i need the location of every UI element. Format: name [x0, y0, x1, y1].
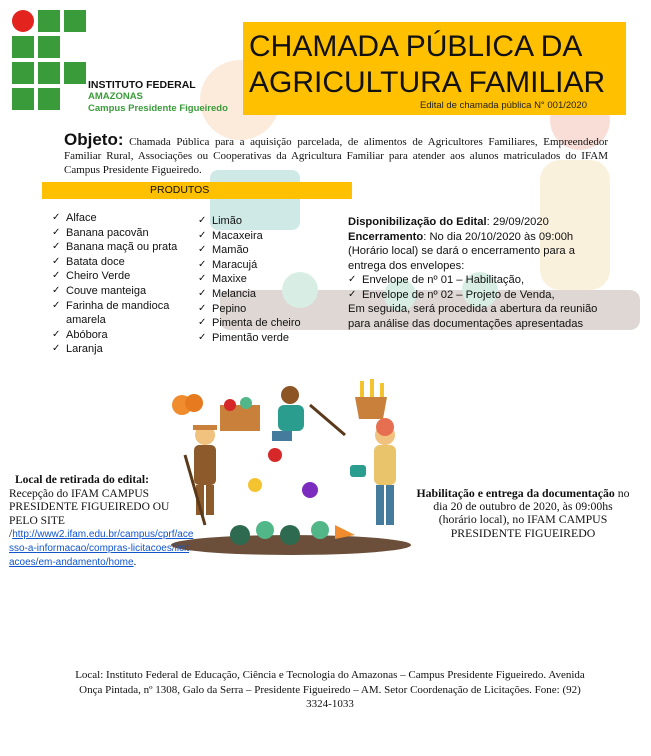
list-item: ✓ Couve manteiga: [52, 284, 147, 297]
envelopes-list: [348, 273, 610, 302]
habilitacao-block: [414, 487, 632, 540]
list-item: ✓ Pimenta de cheiro: [198, 317, 301, 330]
institution-campus: Campus Presidente Figueiredo: [88, 103, 228, 114]
page-title-line2: AGRICULTURA FAMILIAR: [249, 66, 606, 99]
instituto-federal-logo: [10, 8, 88, 128]
check-icon: ✓: [348, 288, 357, 300]
list-item: ✓ Maxixe: [198, 273, 247, 286]
check-icon: ✓: [198, 331, 207, 343]
list-item: ✓ Laranja: [52, 343, 103, 356]
page-title-line1: CHAMADA PÚBLICA DA: [249, 30, 583, 63]
list-item: ✓ Melancia: [198, 287, 257, 300]
list-item: ✓ Mamão: [198, 244, 249, 257]
produtos-list-column2: [198, 214, 338, 345]
retirada-text: Recepção do IFAM CAMPUS PRESIDENTE FIGUEIREDO OU PELO SITE: [9, 487, 170, 527]
check-icon: ✓: [198, 215, 207, 226]
check-icon: ✓: [52, 343, 61, 355]
list-item: ✓ Pepino: [198, 302, 247, 315]
habilitacao-text: no dia 20 de outubro de 2020, às 09:00hs (horário local), no IFAM CAMPUS PRESIDENTE FIGUEIREDO: [433, 486, 630, 540]
objeto-paragraph: [64, 130, 609, 177]
check-icon: ✓: [52, 328, 61, 340]
logo-red-circle: [12, 10, 34, 32]
check-icon: ✓: [198, 229, 207, 241]
check-icon: ✓: [198, 273, 207, 285]
produtos-header: PRODUTOS: [150, 184, 210, 196]
check-icon: ✓: [52, 284, 61, 296]
produtos-list-column1: [52, 211, 184, 357]
list-item: ✓ Abóbora: [52, 328, 108, 341]
check-icon: ✓: [52, 299, 61, 311]
closing-text: Em seguida, será procedida a abertura da reunião para análise das documentações apresentadas: [348, 303, 598, 330]
list-item: ✓ Batata doce: [52, 255, 125, 268]
farmers-illustration: [160, 375, 422, 560]
list-item: ✓ Maracujá: [198, 258, 258, 271]
edital-number: Edital de chamada pública N° 001/2020: [420, 100, 587, 111]
check-icon: ✓: [348, 274, 357, 285]
encerramento-line: Encerramento: No dia 20/10/2020 às 09:00h (Horário local) se dará o encerramento para a entrega dos envelopes:: [348, 230, 575, 272]
check-icon: ✓: [198, 317, 207, 329]
check-icon: ✓: [52, 241, 61, 253]
disponibilizacao-line: Disponibilização do Edital: 29/09/2020: [348, 216, 549, 228]
list-item: ✓ Pimentão verde: [198, 331, 290, 344]
list-item: ✓ Cheiro Verde: [52, 270, 131, 283]
check-icon: ✓: [198, 302, 207, 314]
retirada-header: Local de retirada do edital:: [15, 474, 149, 486]
footer-address: Local: Instituto Federal de Educação, Ciência e Tecnologia do Amazonas – Campus Presidente Figueiredo. Avenida Onça Pintada, nº 1308, Galo da Serra – Presidente Figueiredo – AM. Setor Coordenação de Licitações. Fone: (92) 3324-1033: [75, 669, 585, 710]
list-item: ✓ Alface: [52, 212, 97, 224]
list-item: ✓ Envelope de nº 02 – Projeto de Venda,: [348, 288, 555, 301]
retirada-block: [9, 474, 194, 569]
list-item: ✓ Banana pacovãn: [52, 226, 149, 239]
disponibilizacao-block: [348, 215, 610, 331]
edital-site-link[interactable]: http://www2.ifam.edu.br/campus/cprf/acesso-a-informacao/compras-licitacoes/licitacoes/em-andamento/home: [9, 529, 194, 568]
check-icon: ✓: [52, 270, 61, 282]
check-icon: ✓: [198, 244, 207, 256]
retirada-link-line: /http://www2.ifam.edu.br/campus/cprf/acesso-a-informacao/compras-licitacoes/licitacoes/em-andamento/home.: [9, 528, 194, 568]
check-icon: ✓: [52, 212, 61, 223]
list-item: ✓ Macaxeira: [198, 229, 263, 242]
list-item: ✓ Farinha de mandioca amarela: [52, 299, 170, 327]
habilitacao-bold: Habilitação e entrega da documentação: [416, 486, 615, 500]
objeto-label: Objeto:: [64, 130, 124, 149]
check-icon: ✓: [52, 255, 61, 267]
check-icon: ✓: [198, 287, 207, 299]
list-item: ✓ Limão: [198, 215, 242, 227]
list-item: ✓ Envelope de nº 01 – Habilitação,: [348, 274, 525, 286]
check-icon: ✓: [52, 226, 61, 238]
check-icon: ✓: [198, 258, 207, 270]
objeto-text: Chamada Pública para a aquisição parcelada, de alimentos de Agricultores Familiares, Empreendedor Familiar Rural, Associações ou Cooperativas da Agricultura Familiar para atender aos alunos matriculados do IFAM Campus Presidente Figueiredo.: [64, 136, 609, 176]
list-item: ✓ Banana maçã ou prata: [52, 241, 178, 254]
institution-name: INSTITUTO FEDERAL: [88, 79, 196, 91]
institution-state: AMAZONAS: [88, 91, 143, 102]
